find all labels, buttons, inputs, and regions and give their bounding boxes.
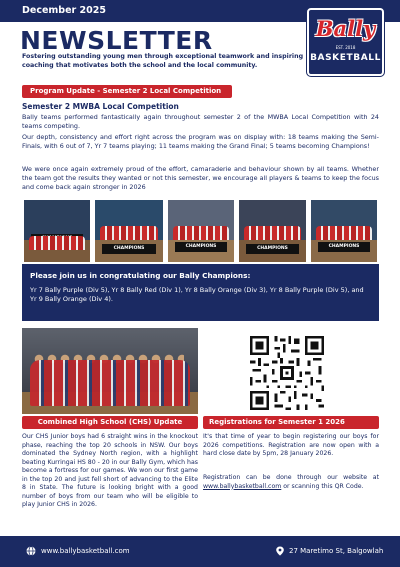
newsletter-header <box>0 0 400 83</box>
program-paragraph-1: Bally teams performed fantastically again throughout semester 2 of the MWBA Local Competition with 24 teams competing. <box>22 113 379 130</box>
map-pin-icon <box>275 546 285 556</box>
website-link[interactable]: www.ballybasketball.com <box>203 482 282 490</box>
bally-basketball-logo <box>307 8 384 76</box>
logo-wordmark: Bally <box>315 16 376 41</box>
logo-est: EST. 2018 <box>335 45 356 50</box>
registration-qr-code[interactable] <box>247 333 327 413</box>
champions-box <box>22 264 379 321</box>
photo-banner-3: CHAMPIONS <box>175 242 228 252</box>
program-paragraph-3: We were once again extremely proud of the effort, camaraderie and behaviour shown by all teams. Whether the team got the results they wanted or not this semester, we encourage all players & teams to keep the focus and come back again stronger in 2026 <box>22 165 379 191</box>
photo-banner-4: CHAMPIONS <box>246 244 300 254</box>
newsletter-title: NEWSLETTER <box>20 26 213 55</box>
team-photo-3 <box>166 198 236 264</box>
footer-address <box>275 546 383 556</box>
footer-website[interactable] <box>26 546 130 556</box>
program-update-heading: Program Update - Semester 2 Local Competition <box>22 85 232 98</box>
team-photo-1 <box>22 198 92 264</box>
chs-team-photo <box>22 328 198 414</box>
qr-code-graphic <box>247 333 327 413</box>
registrations-text-after-link: or scanning this QR Code. <box>281 482 364 490</box>
logo-subtitle: BASKETBALL <box>310 53 381 63</box>
registrations-text-before-link: Registration can be done through our website at <box>203 474 379 481</box>
newsletter-footer <box>0 536 400 567</box>
photo-banner-2: CHAMPIONS <box>102 244 156 254</box>
registrations-text: It's that time of year to begin registering our boys for 2026 competitions. Registration are now open with a hard close date by 5pm, 28 January 2026. <box>203 433 379 458</box>
champions-photo-row <box>22 198 379 264</box>
footer-address-text: 27 Maretimo St, Balgowlah <box>289 547 384 555</box>
photo-banner-5: CHAMPIONS <box>318 242 371 252</box>
newsletter-date: December 2025 <box>22 5 106 16</box>
registrations-heading: Registrations for Semester 1 2026 <box>203 416 379 429</box>
registrations-link-text <box>203 474 379 491</box>
chs-update-heading: Combined High School (CHS) Update <box>22 416 198 429</box>
program-paragraph-2: Our depth, consistency and effort right across the program was on display with: 18 teams making the Semi-Finals, with 6 out of 7, Yr 7 teams playing; 11 teams making the Grand Final; 5 teams becoming Champions! <box>22 133 379 150</box>
chs-update-text: Our CHS Junior boys had 6 straight wins in the knockout phase, reaching the top 20 schools in NSW. Our boys dominated the Sydney North region, with a highlight beating Kurringai HS 80 - 20 in our Bally Gym, which has become a fortress for our games. We won our first game in the top 20 and just fell short of advancing to the Elite 8 in State. The future is looking bright with a good number of boys from our team who will be eligible to play Junior CHS in 2026. <box>22 433 198 509</box>
globe-icon <box>26 546 36 556</box>
champions-heading: Please join us in congratulating our Bally Champions: <box>30 271 251 280</box>
team-photo-4 <box>237 198 308 264</box>
team-photo-2 <box>93 198 165 264</box>
team-photo-5 <box>309 198 379 264</box>
champions-list: Yr 7 Bally Purple (Div 5), Yr 8 Bally Red (Div 1), Yr 8 Bally Orange (Div 3), Yr 8 Bally Purple (Div 5), and Yr 9 Bally Orange (Div 4). <box>30 286 364 304</box>
mwba-subheading: Semester 2 MWBA Local Competition <box>22 102 179 111</box>
newsletter-tagline: Fostering outstanding young men through exceptional teamwork and inspiring coaching that motivates both the school and the local community. <box>22 53 304 69</box>
footer-website-text[interactable]: www.ballybasketball.com <box>41 547 130 555</box>
